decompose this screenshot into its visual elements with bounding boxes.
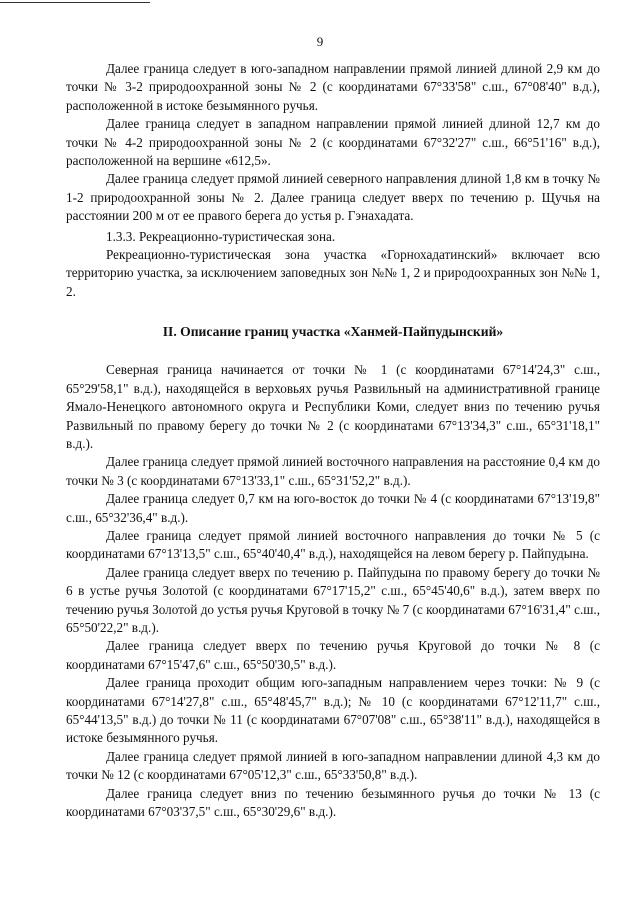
top-left-rule xyxy=(0,2,150,3)
document-body xyxy=(66,60,600,821)
paragraph: Далее граница следует вниз по течению безымянного ручья до точки № 13 (с координатами 67°03'37,5" с.ш., 65°30'29,6" в.д.). xyxy=(66,785,600,820)
paragraph: Далее граница следует прямой линией в юго-западном направлении длиной 4,3 км до точки № 12 (с координатами 67°05'12,3" с.ш., 65°33'50,8" в.д.). xyxy=(66,748,600,783)
paragraph: Далее граница следует вверх по течению р. Пайпудына по правому берегу до точки № 6 в устье ручья Золотой (с координатами 67°17'15,2" с.ш., 65°45'40,6" в.д.), затем вверх по течению ручья Золотой до устья ручья Круговой в точку № 7 (с координатами 67°16'31,4" с.ш., 65°50'22,2" в.д.). xyxy=(66,564,600,635)
subsection-title: 1.3.3. Рекреационно-туристическая зона. xyxy=(106,228,336,244)
paragraph: Далее граница следует прямой линией восточного направления до точки № 5 (с координатами 67°13'13,5" с.ш., 65°40'40,4" в.д.), находящейся на левом берегу р. Пайпудына. xyxy=(66,527,600,562)
paragraph: Северная граница начинается от точки № 1 (с координатами 67°14'24,3" с.ш., 65°29'58,1" в.д.), находящейся в верховьях ручья Развильный на административной границе Ямало-Ненецкого автономного округа и Республики Коми, следует вниз по течению ручья Развильный по правому берегу до точки № 2 (с координатами 67°13'34,3" с.ш., 65°31'18,1" в.д.). xyxy=(66,362,600,451)
paragraph: Далее граница проходит общим юго-западным направлением через точки: № 9 (с координатами 67°14'27,8" с.ш., 65°48'45,7" в.д.); № 10 (с координатами 67°12'11,7" с.ш., 65°44'13,5" в.д.) до точки № 11 (с координатами 67°07'08" с.ш., 65°38'11" в.д.), находящейся в истоке безымянного ручья. xyxy=(66,675,600,746)
page-number: 9 xyxy=(316,34,324,49)
paragraph: Далее граница следует вверх по течению ручья Круговой до точки № 8 (с координатами 67°15'47,6" с.ш., 65°50'30,5" в.д.). xyxy=(66,638,600,672)
section-heading: II. Описание границ участка «Ханмей-Пайпудынский» xyxy=(162,324,504,340)
paragraph: Далее граница следует прямой линией северного направления длиной 1,8 км в точку № 1-2 природоохранной зоны № 2. Далее граница следует вверх по течению р. Щучья на расстоянии 200 м от ее правого берега до устья р. Гэнахадата. xyxy=(66,171,600,224)
paragraph: Далее граница следует в юго-западном направлении прямой линией длиной 2,9 км до точки № 3-2 природоохранной зоны № 2 (с координатами 67°33'58" с.ш., 67°08'40" в.д.), расположенной в истоке безымянного ручья. xyxy=(66,61,600,113)
paragraph: Далее граница следует 0,7 км на юго-восток до точки № 4 (с координатами 67°13'19,8" с.ш., 65°32'36,4" в.д.). xyxy=(66,491,600,525)
paragraph: Рекреационно-туристическая зона участка «Горнохадатинский» включает всю территорию участка, за исключением заповедных зон №№ 1, 2 и природоохранных зон №№ 1, 2. xyxy=(66,247,600,299)
paragraph: Далее граница следует в западном направлении прямой линией длиной 12,7 км до точки № 4-2 природоохранной зоны № 2 (с координатами 67°32'27" с.ш., 66°51'16" в.д.), расположенной на вершине «612,5». xyxy=(66,116,600,169)
paragraph: Далее граница следует прямой линией восточного направления на расстояние 0,4 км до точки № 3 (с координатами 67°13'33,1" с.ш., 65°31'52,2" в.д.). xyxy=(66,454,600,488)
